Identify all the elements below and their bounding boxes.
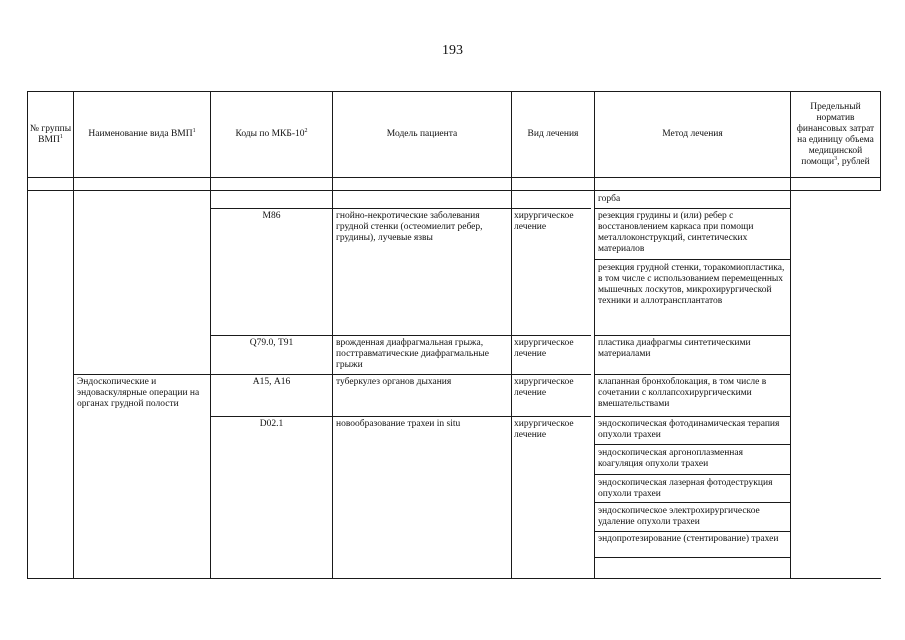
treatment-type-text: хирургическое лечение — [514, 377, 574, 398]
method-text: пластика диафрагмы синтетическими материалами — [598, 338, 751, 359]
header-patient-model-cell: Модель пациента — [386, 129, 458, 139]
icd-code: Q79.0, Т91 — [249, 338, 294, 348]
method-box-line — [594, 416, 790, 417]
row-divider-d02 — [210, 416, 591, 417]
method-text: эндоскопическая лазерная фотодеструкция опухоли трахеи — [598, 478, 773, 499]
method-box-line — [594, 208, 790, 209]
method-box-line — [594, 374, 790, 375]
table-bottom-border — [27, 578, 881, 579]
method-box-line — [594, 444, 790, 445]
numbering-row-border — [27, 190, 881, 191]
method-text: резекция грудной стенки, торакомиопластика, в том числе с использованием перемещенных мышечных лоскутов, микрохирургической техники и аллотрансплантатов — [598, 263, 785, 306]
patient-model-text: туберкулез органов дыхания — [336, 377, 452, 387]
method-box-line — [594, 502, 790, 503]
header-treatment-type-cell: Вид лечения — [527, 129, 579, 139]
treatment-table — [27, 91, 881, 579]
row-divider-q79 — [210, 335, 591, 336]
method-text: эндоскопическое электрохирургическое удаление опухоли трахеи — [598, 506, 760, 527]
header-group-cell: № группы ВМП$^1$ — [29, 123, 72, 145]
icd-code: D02.1 — [259, 419, 284, 429]
vmp-name-text: Эндоскопические и эндоваскулярные операции на органах грудной полости — [77, 377, 200, 409]
row-divider-a15 — [73, 374, 591, 375]
patient-model-text: гнойно-некротические заболевания грудной стенки (остеомиелит ребер, грудины), лучевые язвы — [336, 211, 483, 243]
method-text: эндоскопическая фотодинамическая терапия опухоли трахеи — [598, 419, 780, 440]
method-box-line — [594, 557, 790, 558]
header-cost-norm-cell: Предельный норматив финансовых затрат на единицу объема медицинской помощи$^3$, рублей — [796, 101, 875, 167]
icd-code: М86 — [262, 211, 281, 221]
method-text: горба — [598, 194, 621, 204]
header-icd-codes-cell: Коды по МКБ-$10^2$ — [235, 127, 308, 139]
treatment-type-text: хирургическое лечение — [514, 211, 574, 232]
method-box-line — [594, 474, 790, 475]
row-divider-m86 — [210, 208, 591, 209]
treatment-type-text: хирургическое лечение — [514, 338, 574, 359]
treatment-type-text: хирургическое лечение — [514, 419, 574, 440]
method-box-line — [594, 335, 790, 336]
method-box-line — [594, 531, 790, 532]
header-vmp-name-cell: Наименование вида ВМП$^1$ — [88, 127, 196, 139]
patient-model-text: врожденная диафрагмальная грыжа, посттравматические диафрагмальные грыжи — [336, 338, 489, 370]
header-bottom-border — [27, 177, 881, 178]
method-text: резекция грудины и (или) ребер с восстановлением каркаса при помощи металлоконструкций, синтетических материалов — [598, 211, 754, 254]
method-box-line — [594, 259, 790, 260]
col-border-7 — [880, 91, 881, 190]
page-number: 193 — [442, 43, 463, 58]
method-text: клапанная бронхоблокация, в том числе в сочетании с коллапсохирургическими вмешательствами — [598, 377, 767, 409]
method-text: эндоскопическая аргоноплазменная коагуляция опухоли трахеи — [598, 448, 743, 469]
header-treatment-method-cell: Метод лечения — [662, 129, 723, 139]
icd-code: А15, А16 — [252, 377, 291, 387]
patient-model-text: новообразование трахеи in situ — [336, 419, 461, 429]
method-text: эндопротезирование (стентирование) трахеи — [598, 534, 779, 544]
